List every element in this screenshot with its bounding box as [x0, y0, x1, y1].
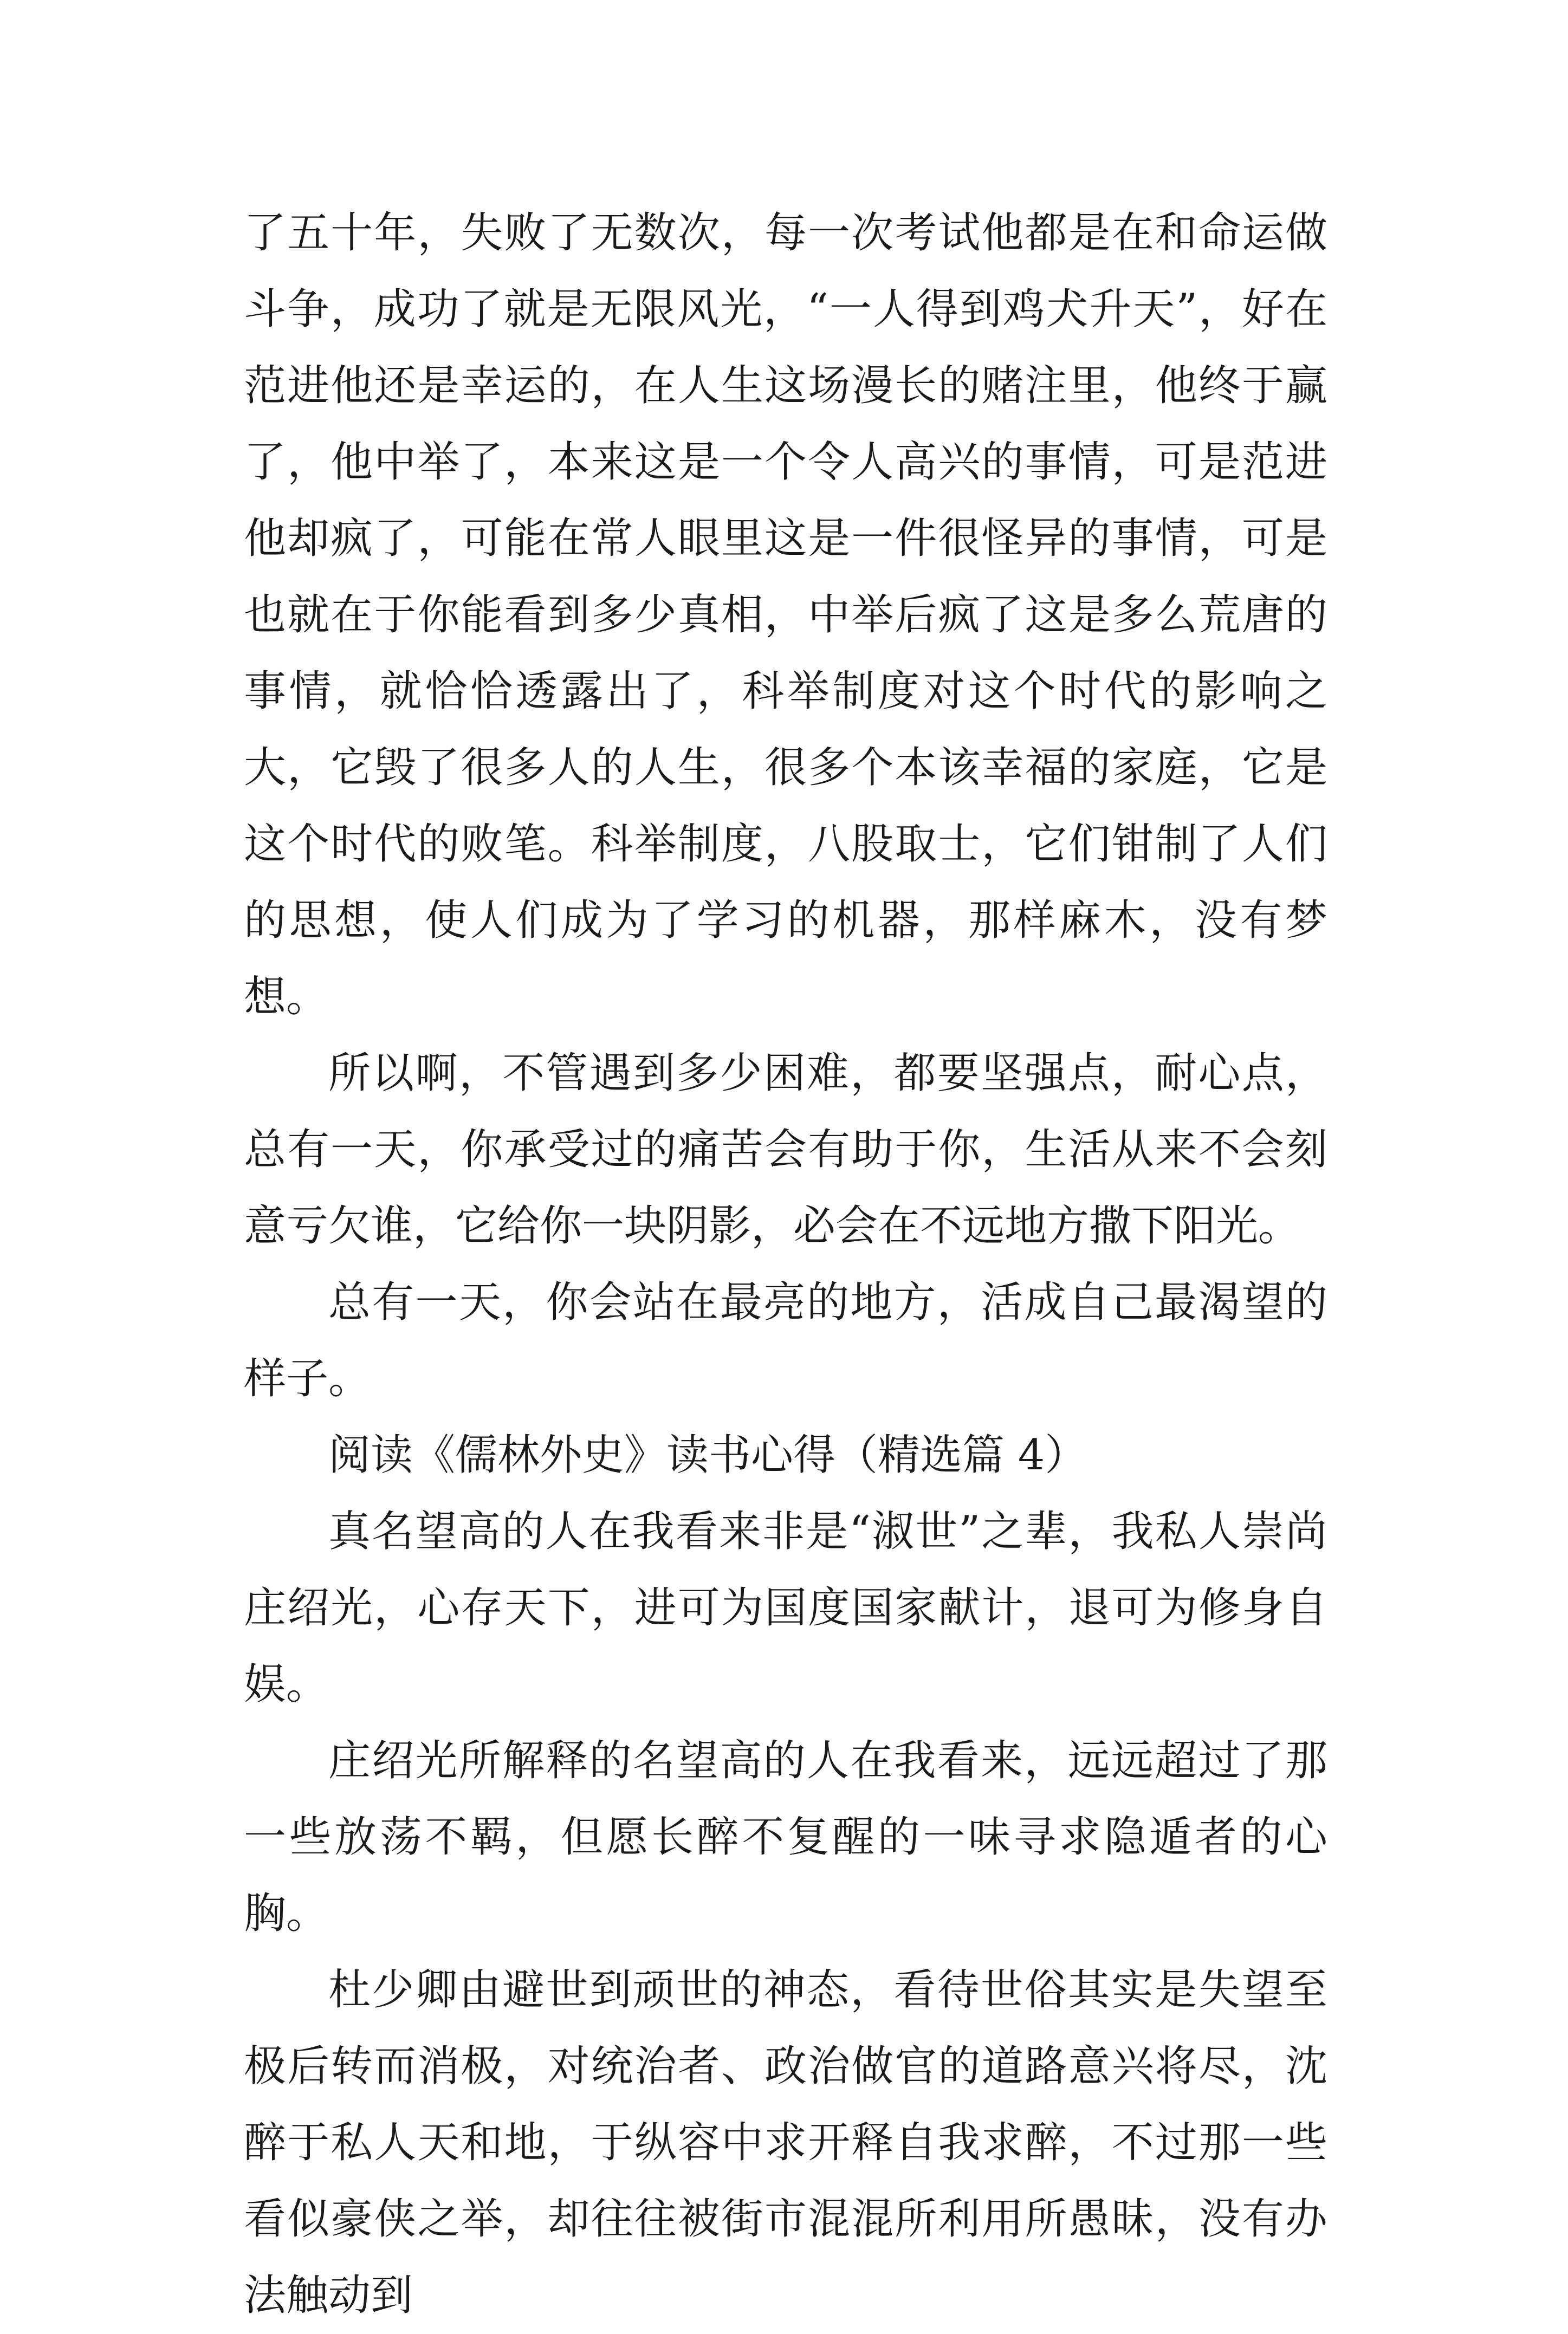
body-paragraph: 总有一天，你会站在最亮的地方，活成自己最渴望的样子。: [244, 1278, 1327, 1403]
body-paragraph: 了五十年，失败了无数次，每一次考试他都是在和命运做斗争，成功了就是无限风光，“一人得到鸡犬升天”，好在范进他还是幸运的，在人生这场漫长的赌注里，他终于赢了，他中举了，本来这是一个令人高兴的事情，可是范进他却疯了，可能在常人眼里这是一件很怪异的事情，可是也就在于你能看到多少真相，中举后疯了这是多么荒唐的事情，就恰恰透露出了，科举制度对这个时代的影响之大，它毁了很多人的人生，很多个本该幸福的家庭，它是这个时代的败笔。科举制度，八股取士，它们钳制了人们的思想，使人们成为了学习的机器，那样麻木，没有梦想。: [244, 209, 1327, 1021]
body-paragraph: 庄绍光所解释的名望高的人在我看来，远远超过了那一些放荡不羁，但愿长醉不复醒的一味寻求隐遁者的心胸。: [244, 1736, 1327, 1938]
section-heading: 阅读《儒林外史》读书心得（精选篇 4）: [328, 1431, 1087, 1480]
body-paragraph: 杜少卿由避世到顽世的神态，看待世俗其实是失望至极后转而消极，对统治者、政治做官的道路意兴将尽，沈醉于私人天和地，于纵容中求开释自我求醉，不过那一些看似豪侠之举，却往往被街市混混所利用所愚昧，没有办法触动到: [244, 1966, 1327, 2320]
body-paragraph: 所以啊，不管遇到多少困难，都要坚强点，耐心点，总有一天，你承受过的痛苦会有助于你，生活从来不会刻意亏欠谁，它给你一块阴影，必会在不远地方撒下阳光。: [244, 1049, 1327, 1250]
body-paragraph: 真名望高的人在我看来非是“淑世”之辈，我私人崇尚庄绍光，心存天下，进可为国度国家献计，退可为修身自娱。: [244, 1507, 1327, 1709]
document-body: [244, 195, 1327, 2334]
